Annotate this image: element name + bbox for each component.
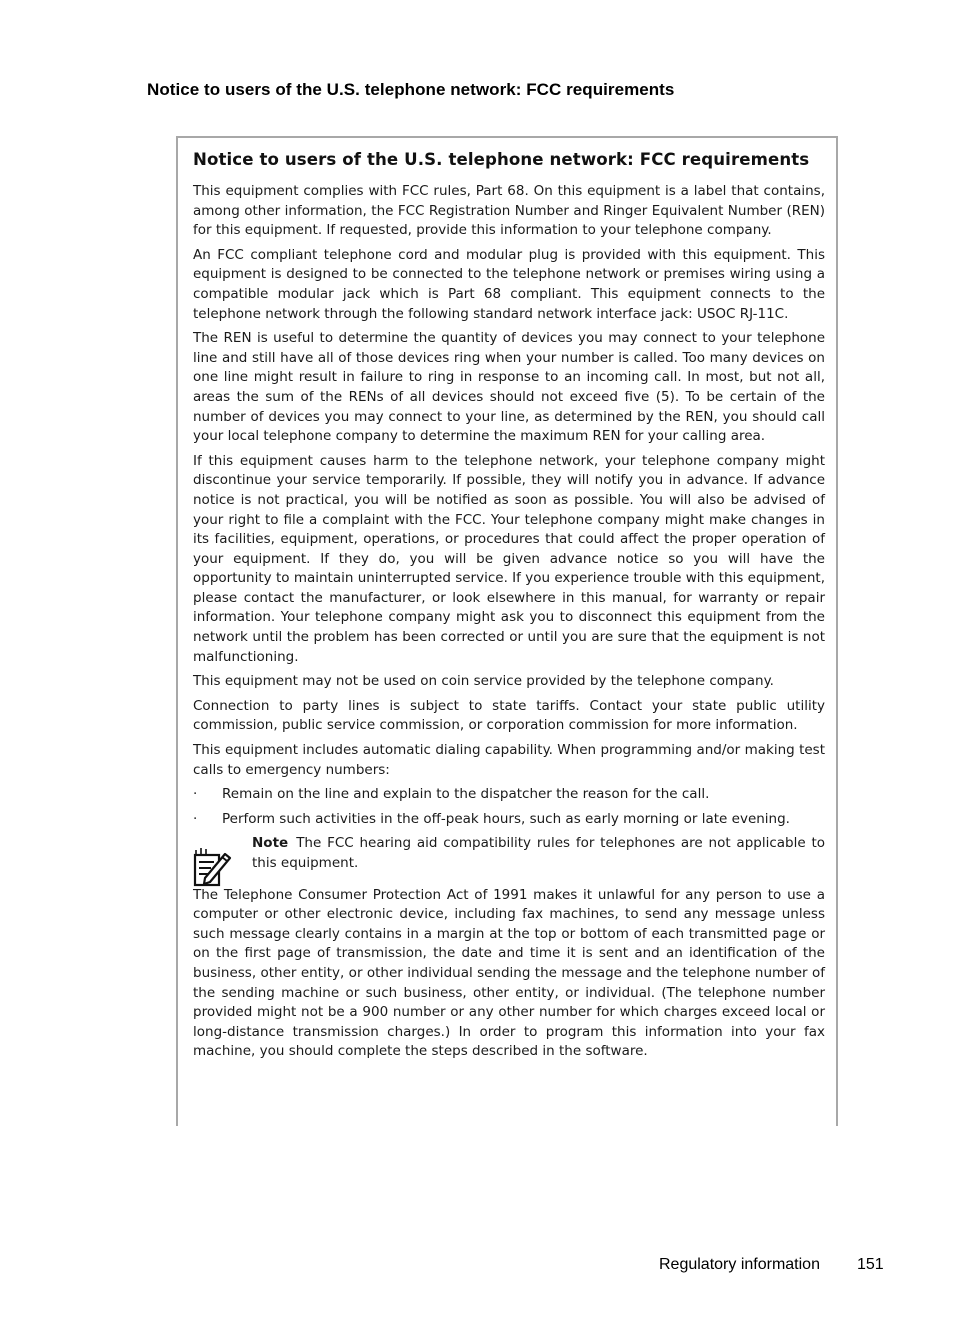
note-icon	[193, 846, 233, 888]
note-label: Note	[252, 835, 289, 852]
list-item-text: Perform such activities in the off-peak hours, such as early morning or late evening.	[222, 810, 790, 827]
list-item	[193, 810, 825, 830]
fcc-notice-box	[176, 136, 838, 1126]
paragraph-ren: The REN is useful to determine the quantity of devices you may connect to your telephone line and still have all of those devices ring when your number is called. Too many devices on one line might result in failure to ring in response to an incoming call. In most, but not all, areas the sum of the RENs of all devices should not exceed five (5). To be certain of the number of devices you may connect to your line, as determined by the REN, you should call your local telephone company to determine the maximum REN for your calling area.	[193, 330, 825, 445]
paragraph-network-harm: If this equipment causes harm to the telephone network, your telephone company might discontinue your service temporarily. If possible, they will notify you in advance. If advance notice is not practical, you will be notified as soon as possible. You will also be advised of your right to file a complaint with the FCC. Your telephone company might make changes in its facilities, equipment, operations, or procedures that could affect the proper operation of your equipment. If they do, you will be given advance notice so you will have the opportunity to maintain uninterrupted service. If you experience trouble with this equipment, please contact the manufacturer, or look elsewhere in this manual, for warranty or repair information. Your telephone company might ask you to disconnect this equipment from the network until the problem has been corrected or until you are sure that the equipment is not malfunctioning.	[193, 452, 825, 665]
paragraph-coin-service: This equipment may not be used on coin service provided by the telephone company.	[193, 673, 774, 690]
fcc-notice-content	[193, 148, 825, 1067]
note-block	[193, 834, 825, 873]
notice-title: Notice to users of the U.S. telephone network: FCC requirements	[193, 150, 810, 169]
bullet-mark: ·	[193, 810, 198, 827]
note-text: The FCC hearing aid compatibility rules for telephones are not applicable to this equipment.	[252, 835, 825, 871]
paragraph-auto-dialing: This equipment includes automatic dialing capability. When programming and/or making test calls to emergency numbers:	[193, 742, 825, 778]
note-text-container	[252, 834, 825, 873]
paragraph-modular-jack: An FCC compliant telephone cord and modular plug is provided with this equipment. This equipment is designed to be connected to the telephone network or premises wiring using a compatible modular jack which is Part 68 compliant. This equipment connects to the telephone network through the following standard network interface jack: USOC RJ-11C.	[193, 246, 825, 322]
emergency-call-list	[193, 785, 825, 829]
footer-section-title: Regulatory information	[659, 1256, 820, 1273]
footer-page-number: 151	[857, 1256, 884, 1273]
bullet-mark: ·	[193, 786, 198, 803]
paragraph-fcc-part-68: This equipment complies with FCC rules, Part 68. On this equipment is a label that contains, among other information, the FCC Registration Number and Ringer Equivalent Number (REN) for this equipment. If requested, provide this information to your telephone company.	[193, 183, 825, 239]
list-item	[193, 785, 825, 805]
list-item-text: Remain on the line and explain to the dispatcher the reason for the call.	[222, 786, 710, 803]
page-heading: Notice to users of the U.S. telephone network: FCC requirements	[147, 80, 675, 99]
paragraph-tcpa: The Telephone Consumer Protection Act of 1991 makes it unlawful for any person to use a computer or other electronic device, including fax machines, to send any message unless such message clearly contains in a margin at the top or bottom of each transmitted page or on the first page of transmission, the date and time it is sent and an identification of the business, other entity, or other individual sending the message and the telephone number of the sending machine or such business, other entity, or individual. (The telephone number provided might not be a 900 number or any other number for which charges exceed local or long-distance transmission charges.) In order to program this information into your fax machine, you should complete the steps described in the software.	[193, 886, 825, 1060]
paragraph-party-lines: Connection to party lines is subject to state tariffs. Contact your state public utility commission, public service commission, or corporation commission for more information.	[193, 697, 825, 734]
